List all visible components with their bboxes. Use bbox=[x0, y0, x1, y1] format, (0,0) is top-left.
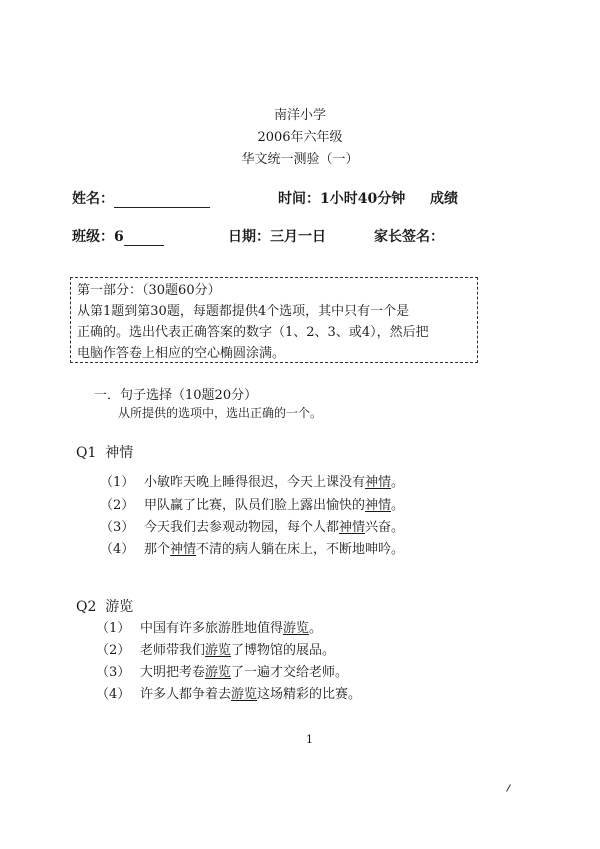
part1-instruction-box bbox=[70, 277, 478, 363]
question-2-heading bbox=[76, 596, 133, 616]
name-blank bbox=[114, 193, 210, 208]
question-1-option-4[interactable]: （4） 那个神情不清的病人躺在床上，不断地呻吟。 bbox=[100, 542, 405, 557]
year-grade: 2006年六年级 bbox=[257, 130, 343, 145]
class-label: 班级： bbox=[72, 229, 114, 245]
question-1-option-3[interactable]: （3） 今天我们去参观动物园，每个人都神情兴奋。 bbox=[100, 520, 405, 535]
score-label: 成绩 bbox=[430, 191, 458, 207]
section-instruction: 从所提供的选项中，选出正确的一个。 bbox=[118, 406, 323, 420]
section-title: 一．句子选择（10题20分） bbox=[94, 388, 258, 403]
question-2-word: 游览 bbox=[105, 599, 134, 615]
class-blank bbox=[124, 231, 164, 246]
question-2-option-4[interactable]: （4） 许多人都争着去游览这场精彩的比赛。 bbox=[96, 687, 362, 702]
question-2-label: Q2 bbox=[76, 599, 97, 615]
name-field bbox=[72, 188, 210, 208]
date-label: 日期：三月一日 bbox=[228, 229, 326, 245]
page-number: 1 bbox=[306, 733, 313, 746]
part1-title: 第一部分：（30题60分） bbox=[77, 283, 221, 298]
school-name: 南洋小学 bbox=[273, 108, 326, 123]
scan-mark bbox=[506, 784, 511, 791]
parent-signature-label: 家长签名： bbox=[374, 229, 444, 245]
question-1-option-1[interactable]: （1） 小敏昨天晚上睡得很迟，今天上课没有神情。 bbox=[100, 475, 405, 490]
time-label: 时间：1小时40分钟 bbox=[278, 191, 406, 207]
question-1-heading bbox=[76, 442, 133, 462]
question-2-option-1[interactable]: （1） 中国有许多旅游胜地值得游览。 bbox=[96, 621, 323, 636]
question-2-option-2[interactable]: （2） 老师带我们游览了博物馆的展品。 bbox=[96, 643, 336, 658]
part1-line-1: 从第1题到第30题，每题都提供4个选项，其中只有一个是 bbox=[77, 304, 410, 319]
part1-line-2: 正确的。选出代表正确答案的数字（1、2、3、或4），然后把 bbox=[77, 325, 429, 340]
part1-line-3: 电脑作答卷上相应的空心椭圆涂满。 bbox=[77, 346, 286, 361]
name-label: 姓名： bbox=[72, 191, 114, 207]
class-value: 6 bbox=[114, 229, 124, 245]
question-1-label: Q1 bbox=[76, 445, 97, 461]
class-field bbox=[72, 226, 164, 246]
question-1-word: 神情 bbox=[105, 445, 134, 461]
test-title: 华文统一测验（一） bbox=[241, 152, 359, 167]
question-2-option-3[interactable]: （3） 大明把考卷游览了一遍才交给老师。 bbox=[96, 665, 349, 680]
question-1-option-2[interactable]: （2） 甲队赢了比赛，队员们脸上露出愉快的神情。 bbox=[100, 498, 405, 513]
